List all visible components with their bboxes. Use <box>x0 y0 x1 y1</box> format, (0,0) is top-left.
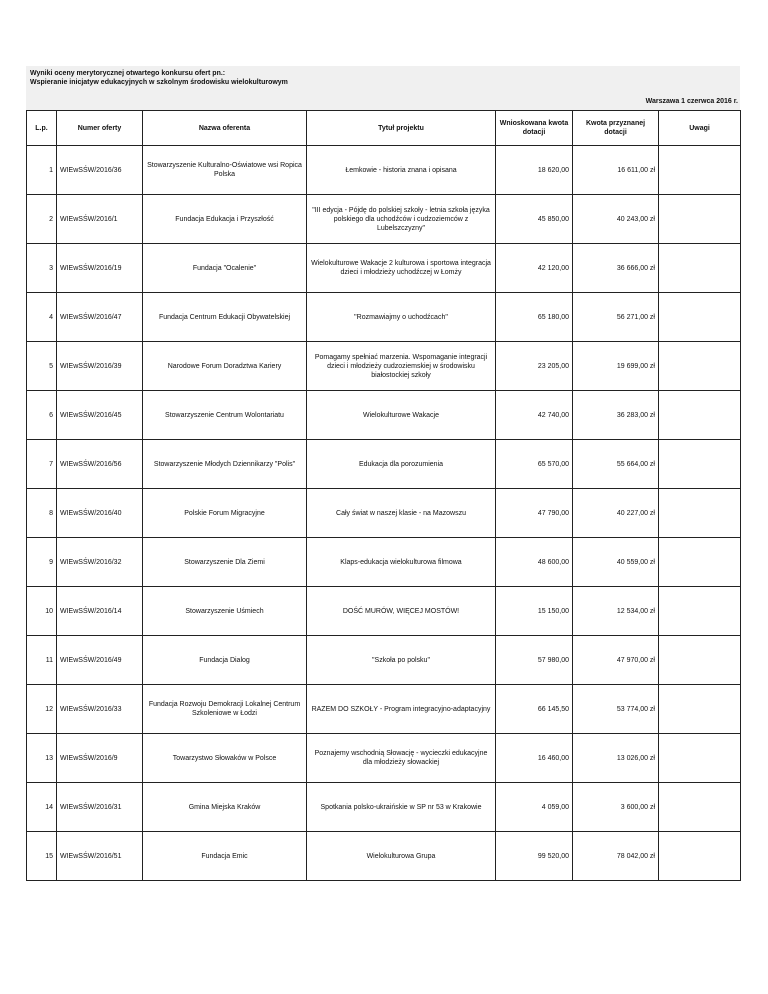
table-header-row <box>27 111 741 146</box>
cell-requested-amount: 65 570,00 <box>496 440 573 489</box>
cell-project-title: Klaps-edukacja wielokulturowa filmowa <box>307 538 496 587</box>
cell-lp: 5 <box>27 342 57 391</box>
cell-requested-amount: 42 740,00 <box>496 391 573 440</box>
cell-requested-amount: 66 145,50 <box>496 685 573 734</box>
cell-granted-amount: 47 970,00 zł <box>573 636 659 685</box>
cell-remarks <box>659 342 741 391</box>
cell-remarks <box>659 832 741 881</box>
cell-offer-number: WIEwSŚW/2016/14 <box>57 587 143 636</box>
cell-offer-number: WIEwSŚW/2016/36 <box>57 146 143 195</box>
cell-project-title: RAZEM DO SZKOŁY - Program integracyjno-adaptacyjny <box>307 685 496 734</box>
cell-offer-number: WIEwSŚW/2016/19 <box>57 244 143 293</box>
cell-requested-amount: 15 150,00 <box>496 587 573 636</box>
cell-granted-amount: 16 611,00 zł <box>573 146 659 195</box>
table-row <box>27 489 741 538</box>
cell-project-title: Edukacja dla porozumienia <box>307 440 496 489</box>
cell-granted-amount: 3 600,00 zł <box>573 783 659 832</box>
cell-requested-amount: 48 600,00 <box>496 538 573 587</box>
cell-project-title: Cały świat w naszej klasie - na Mazowszu <box>307 489 496 538</box>
cell-applicant: Narodowe Forum Doradztwa Kariery <box>143 342 307 391</box>
cell-applicant: Stowarzyszenie Dla Ziemi <box>143 538 307 587</box>
cell-lp: 13 <box>27 734 57 783</box>
table-row <box>27 832 741 881</box>
cell-granted-amount: 13 026,00 zł <box>573 734 659 783</box>
table-row <box>27 244 741 293</box>
cell-applicant: Stowarzyszenie Centrum Wolontariatu <box>143 391 307 440</box>
cell-offer-number: WIEwSŚW/2016/9 <box>57 734 143 783</box>
cell-granted-amount: 36 283,00 zł <box>573 391 659 440</box>
cell-requested-amount: 4 059,00 <box>496 783 573 832</box>
cell-offer-number: WIEwSŚW/2016/33 <box>57 685 143 734</box>
cell-granted-amount: 12 534,00 zł <box>573 587 659 636</box>
cell-project-title: Wielokulturowa Grupa <box>307 832 496 881</box>
cell-remarks <box>659 195 741 244</box>
cell-lp: 7 <box>27 440 57 489</box>
cell-granted-amount: 55 664,00 zł <box>573 440 659 489</box>
cell-project-title: Wielokulturowe Wakacje 2 kulturowa i sportowa integracja dzieci i młodzieży uchodźczej w Łomży <box>307 244 496 293</box>
cell-applicant: Fundacja "Ocalenie" <box>143 244 307 293</box>
column-header-remarks: Uwagi <box>659 111 741 146</box>
cell-requested-amount: 42 120,00 <box>496 244 573 293</box>
cell-offer-number: WIEwSŚW/2016/31 <box>57 783 143 832</box>
cell-offer-number: WIEwSŚW/2016/47 <box>57 293 143 342</box>
column-header-applicant: Nazwa oferenta <box>143 111 307 146</box>
table-row <box>27 734 741 783</box>
cell-project-title: Wielokulturowe Wakacje <box>307 391 496 440</box>
document-title-line-2: Wspieranie inicjatyw edukacyjnych w szkolnym środowisku wielokulturowym <box>30 79 288 86</box>
cell-applicant: Polskie Forum Migracyjne <box>143 489 307 538</box>
cell-remarks <box>659 440 741 489</box>
cell-remarks <box>659 783 741 832</box>
cell-remarks <box>659 587 741 636</box>
cell-requested-amount: 45 850,00 <box>496 195 573 244</box>
column-header-title: Tytuł projektu <box>307 111 496 146</box>
cell-remarks <box>659 489 741 538</box>
document-title-line-1: Wyniki oceny merytorycznej otwartego konkursu ofert pn.: <box>30 70 226 77</box>
cell-remarks <box>659 293 741 342</box>
table-row <box>27 783 741 832</box>
table-row <box>27 391 741 440</box>
column-header-granted: Kwota przyznanej dotacji <box>573 111 659 146</box>
cell-lp: 11 <box>27 636 57 685</box>
cell-granted-amount: 40 227,00 zł <box>573 489 659 538</box>
table-row <box>27 146 741 195</box>
cell-applicant: Stowarzyszenie Kulturalno-Oświatowe wsi Ropica Polska <box>143 146 307 195</box>
cell-project-title: Łemkowie - historia znana i opisana <box>307 146 496 195</box>
cell-applicant: Fundacja Emic <box>143 832 307 881</box>
cell-offer-number: WIEwSŚW/2016/51 <box>57 832 143 881</box>
cell-lp: 15 <box>27 832 57 881</box>
table-body <box>27 146 741 881</box>
cell-applicant: Towarzystwo Słowaków w Polsce <box>143 734 307 783</box>
table-row <box>27 587 741 636</box>
cell-applicant: Fundacja Rozwoju Demokracji Lokalnej Centrum Szkoleniowe w Łodzi <box>143 685 307 734</box>
document-date: Warszawa 1 czerwca 2016 r. <box>645 98 738 105</box>
cell-project-title: "III edycja - Pójdę do polskiej szkoły - letnia szkoła języka polskiego dla uchodźców i cudzoziemców z Lubelszczyzny" <box>307 195 496 244</box>
cell-project-title: "Szkoła po polsku" <box>307 636 496 685</box>
cell-remarks <box>659 391 741 440</box>
cell-applicant: Gmina Miejska Kraków <box>143 783 307 832</box>
cell-lp: 12 <box>27 685 57 734</box>
cell-remarks <box>659 146 741 195</box>
cell-offer-number: WIEwSŚW/2016/40 <box>57 489 143 538</box>
cell-remarks <box>659 538 741 587</box>
cell-granted-amount: 40 559,00 zł <box>573 538 659 587</box>
cell-granted-amount: 53 774,00 zł <box>573 685 659 734</box>
cell-requested-amount: 65 180,00 <box>496 293 573 342</box>
cell-requested-amount: 23 205,00 <box>496 342 573 391</box>
table-row <box>27 342 741 391</box>
cell-lp: 4 <box>27 293 57 342</box>
cell-applicant: Fundacja Dialog <box>143 636 307 685</box>
cell-project-title: Poznajemy wschodnią Słowację - wycieczki edukacyjne dla młodzieży słowackiej <box>307 734 496 783</box>
cell-offer-number: WIEwSŚW/2016/1 <box>57 195 143 244</box>
cell-lp: 2 <box>27 195 57 244</box>
cell-applicant: Stowarzyszenie Uśmiech <box>143 587 307 636</box>
cell-applicant: Fundacja Edukacja i Przyszłość <box>143 195 307 244</box>
table-row <box>27 440 741 489</box>
cell-applicant: Stowarzyszenie Młodych Dziennikarzy "Polis" <box>143 440 307 489</box>
cell-lp: 10 <box>27 587 57 636</box>
cell-granted-amount: 36 666,00 zł <box>573 244 659 293</box>
cell-lp: 8 <box>27 489 57 538</box>
cell-requested-amount: 18 620,00 <box>496 146 573 195</box>
table-row <box>27 195 741 244</box>
cell-lp: 14 <box>27 783 57 832</box>
cell-lp: 1 <box>27 146 57 195</box>
cell-requested-amount: 16 460,00 <box>496 734 573 783</box>
cell-granted-amount: 19 699,00 zł <box>573 342 659 391</box>
column-header-lp: L.p. <box>27 111 57 146</box>
cell-offer-number: WIEwSŚW/2016/49 <box>57 636 143 685</box>
cell-remarks <box>659 636 741 685</box>
cell-project-title: Spotkania polsko-ukraińskie w SP nr 53 w Krakowie <box>307 783 496 832</box>
cell-applicant: Fundacja Centrum Edukacji Obywatelskiej <box>143 293 307 342</box>
cell-requested-amount: 57 980,00 <box>496 636 573 685</box>
cell-project-title: DOŚĆ MURÓW, WIĘCEJ MOSTÓW! <box>307 587 496 636</box>
cell-remarks <box>659 685 741 734</box>
cell-offer-number: WIEwSŚW/2016/32 <box>57 538 143 587</box>
cell-project-title: Pomagamy spełniać marzenia. Wspomaganie integracji dzieci i młodzieży cudzoziemskiej w środowisku białostockiej szkoły <box>307 342 496 391</box>
cell-granted-amount: 78 042,00 zł <box>573 832 659 881</box>
cell-lp: 3 <box>27 244 57 293</box>
table-row <box>27 685 741 734</box>
column-header-requested: Wnioskowana kwota dotacji <box>496 111 573 146</box>
cell-remarks <box>659 244 741 293</box>
cell-lp: 9 <box>27 538 57 587</box>
cell-granted-amount: 56 271,00 zł <box>573 293 659 342</box>
cell-offer-number: WIEwSŚW/2016/39 <box>57 342 143 391</box>
column-header-number: Numer oferty <box>57 111 143 146</box>
results-table <box>26 110 741 881</box>
cell-remarks <box>659 734 741 783</box>
table-row <box>27 636 741 685</box>
cell-requested-amount: 47 790,00 <box>496 489 573 538</box>
table-row <box>27 538 741 587</box>
cell-offer-number: WIEwSŚW/2016/56 <box>57 440 143 489</box>
table-row <box>27 293 741 342</box>
cell-offer-number: WIEwSŚW/2016/45 <box>57 391 143 440</box>
cell-requested-amount: 99 520,00 <box>496 832 573 881</box>
cell-lp: 6 <box>27 391 57 440</box>
cell-project-title: "Rozmawiajmy o uchodźcach" <box>307 293 496 342</box>
cell-granted-amount: 40 243,00 zł <box>573 195 659 244</box>
